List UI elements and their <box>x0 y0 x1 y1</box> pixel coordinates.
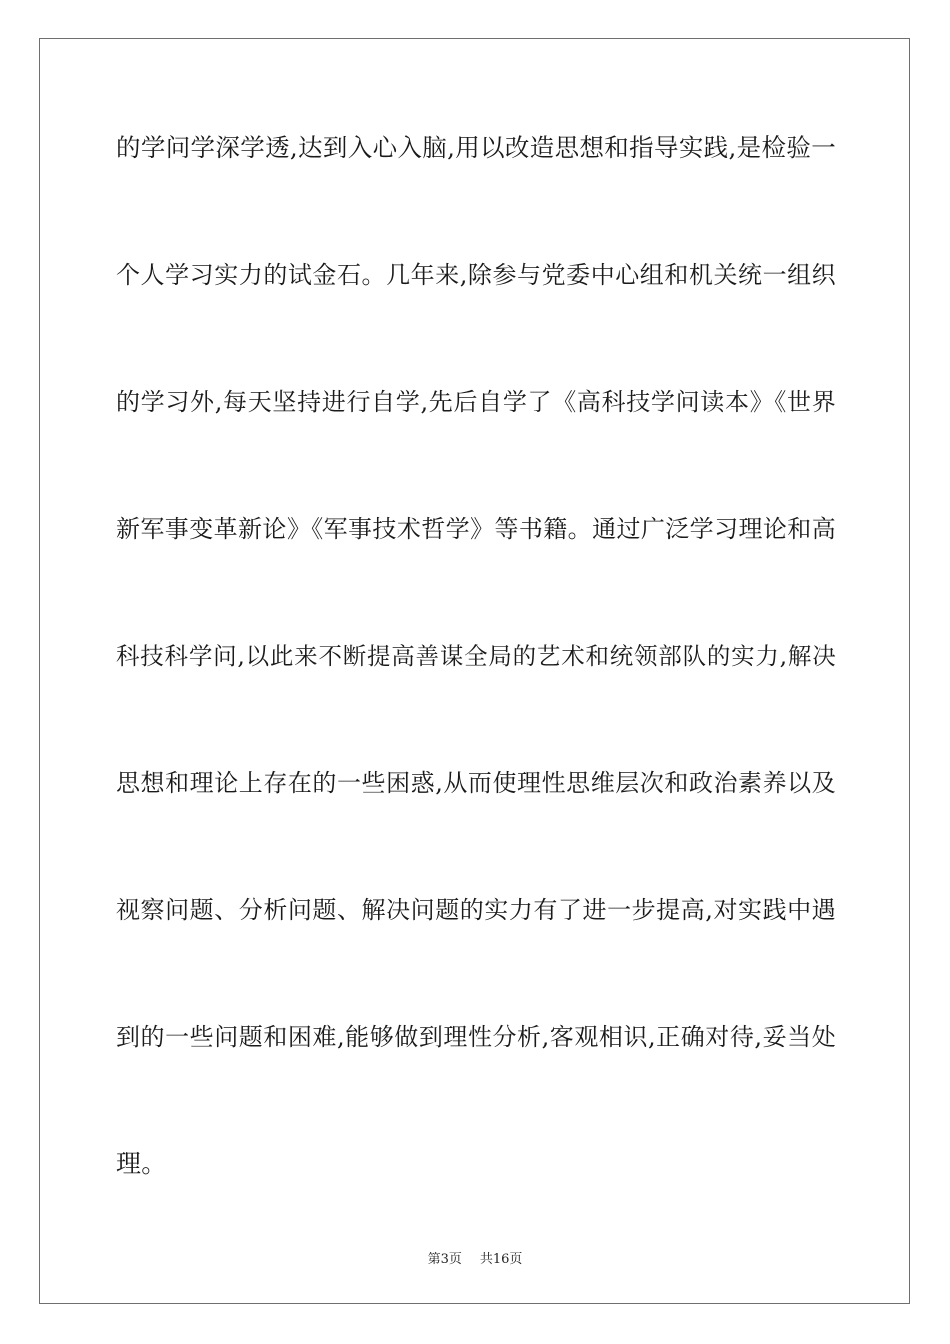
text-line: 视察问题、分析问题、解决问题的实力有了进一步提高,对实践中遇 <box>116 896 836 924</box>
text-line: 的学习外,每天坚持进行自学,先后自学了《高科技学问读本》《世界 <box>116 388 836 416</box>
text-line: 新军事变革新论》《军事技术哲学》等书籍。通过广泛学习理论和高 <box>116 515 836 543</box>
page-total: 共16页 <box>479 1252 523 1267</box>
page-footer <box>0 1248 950 1267</box>
text-line: 思想和理论上存在的一些困惑,从而使理性思维层次和政治素养以及 <box>116 769 836 797</box>
text-line: 的学问学深学透,达到入心入脑,用以改造思想和指导实践,是检验一 <box>116 133 836 162</box>
text-line: 个人学习实力的试金石。几年来,除参与党委中心组和机关统一组织 <box>116 261 836 289</box>
document-body <box>116 120 836 1263</box>
text-line: 科技科学问,以此来不断提高善谋全局的艺术和统领部队的实力,解决 <box>116 642 836 670</box>
text-line-last: 理。 <box>116 1149 167 1178</box>
page-number: 第3页 <box>427 1252 462 1267</box>
text-line: 到的一些问题和困难,能够做到理性分析,客观相识,正确对待,妥当处 <box>116 1023 836 1051</box>
